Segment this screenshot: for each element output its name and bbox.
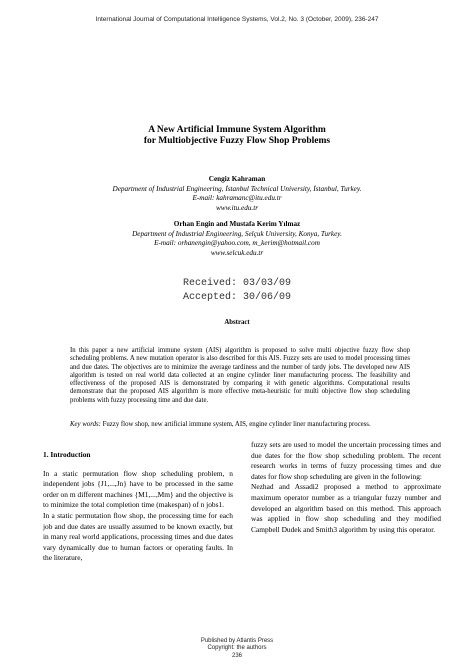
- right-column: [251, 440, 441, 535]
- keywords-text: Fuzzy flow shop, new artificial immune system, AIS, engine cylinder liner manufacturing process.: [100, 421, 371, 428]
- author-2-email: E-mail: orhanengin@yahoo.com, m_kerim@hotmail.com: [154, 239, 320, 247]
- author-2-affiliation: Department of Industrial Engineering, Selçuk University, Konya, Turkey.: [132, 229, 342, 238]
- footer-copyright: Copyright: the authors: [207, 645, 267, 652]
- abstract-text: In this paper a new artificial immune system (AIS) algorithm is proposed to solve multi objective fuzzy flow shop scheduling problems. A new mutation operator is also described for this AIS. Fuzzy sets are used to model processing times and due dates. The objectives are to minimize the average tardiness and the number of tardy jobs. The developed new AIS algorithm is tested on real world data collected at an engine cylinder liner manufacturing process. The feasibility and effectiveness of the proposed AIS is demonstrated by comparing it with genetic algorithms. Computational results demonstrate that the proposed AIS algorithm is more effective meta-heuristic for multi objective flow shop scheduling problems with fuzzy processing time and due date.: [70, 347, 410, 404]
- left-column: [43, 450, 233, 564]
- abstract-heading: Abstract: [224, 319, 250, 326]
- author-1-email: E-mail: kahramanc@itu.edu.tr: [192, 194, 282, 202]
- submission-dates: [0, 277, 474, 305]
- author-1-web: www.itu.edu.tr: [216, 203, 258, 212]
- title-line-1: A New Artificial Immune System Algorithm: [148, 125, 326, 135]
- intro-paragraph-1: In a static permutation flow shop scheduling problem, n independent jobs {J1,...,Jn} have to be processed in the same order on m different machines {M1,...,Mm} and the objective is to minimize the total completion time (makespan) of n jobs1.: [43, 468, 233, 510]
- section-heading-introduction: 1. Introduction: [43, 450, 91, 459]
- intro-paragraph-3: fuzzy sets are used to model the uncertain processing times and due dates for the flow shop scheduling problem. The recent research works in terms of fuzzy processing times and due dates for flow shop scheduling are given in the following:: [251, 440, 441, 481]
- author-1-name: Cengiz Kahraman: [208, 175, 266, 183]
- author-2-web: www.selcuk.edu.tr: [210, 248, 264, 257]
- received-date: Received: 03/03/09: [182, 278, 292, 289]
- keywords: [70, 421, 410, 429]
- author-block-1: [0, 175, 474, 213]
- paper-title: [0, 125, 474, 147]
- author-block-2: [0, 220, 474, 258]
- page-number: 236: [231, 652, 242, 659]
- intro-paragraph-2: In a static permutation flow shop, the processing time for each job and due dates are usually assumed to be known exactly, but in many real world applications, processing times and due dates vary dynamically due to human factors or operating faults. In the literature,: [43, 510, 233, 563]
- footer-publisher: Published by Atlantis Press: [200, 638, 274, 644]
- intro-paragraph-4: Nezhad and Assadi2 proposed a method to approximate maximum operator number as a triangular fuzzy number and developed an algorithm based on this method. This approach was applied in flow shop scheduling and they modified Campbell Dudek and Smith3 algorithm by using this operator.: [251, 482, 441, 534]
- page-footer: [0, 638, 474, 660]
- accepted-date: Accepted: 30/06/09: [182, 292, 292, 303]
- title-line-2: for Multiobjective Fuzzy Flow Shop Problems: [143, 136, 331, 146]
- author-2-name: Orhan Engin and Mustafa Kerim Yılmaz: [173, 220, 301, 228]
- journal-header: International Journal of Computational Intelligence Systems, Vol.2, No. 3 (October, 2009), 236-247: [95, 16, 379, 23]
- keywords-label: Key words:: [70, 421, 101, 428]
- author-1-affiliation: Department of Industrial Engineering, İstanbul Technical University, İstanbul, Turkey.: [112, 184, 362, 193]
